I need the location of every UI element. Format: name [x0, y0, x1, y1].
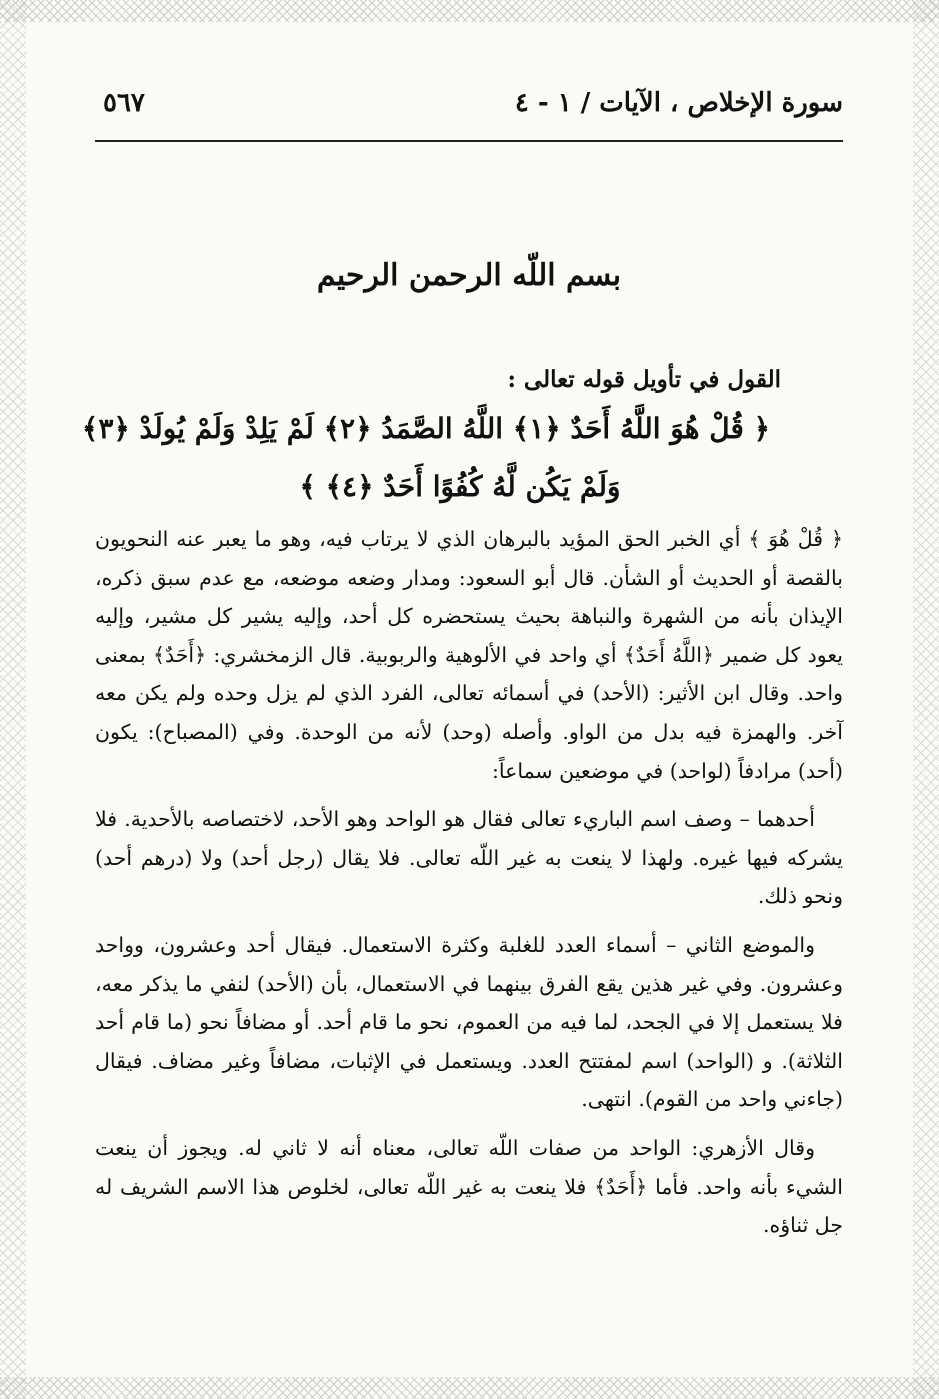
quran-verse-line: وَلَمْ يَكُن لَّهُ كُفُوًا أَحَدٌ ﴿٤﴾ ﴾: [299, 470, 621, 503]
decorative-border-top: [0, 0, 939, 22]
running-title: سورة الإخلاص ، الآيات / ١ - ٤: [514, 88, 843, 118]
page-header: [95, 88, 843, 132]
commentary-paragraph: أحدهما – وصف اسم الباريء تعالى فقال هو الواحد وهو الأحد، لاختصاصه بالأحدية. فلا يشركه فيها غيره. ولهذا لا ينعت به غير اللّه تعالى. فلا يقال (رجل أحد) ولا (درهم أحد) ونحو ذلك.: [95, 807, 843, 909]
header-divider: [95, 140, 843, 142]
commentary-body: [95, 520, 843, 1255]
section-intro: القول في تأويل قوله تعالى :: [507, 366, 781, 393]
page-number: ٥٦٧: [103, 88, 145, 118]
basmala-heading: بسم اللّه الرحمن الرحيم: [316, 258, 622, 293]
decorative-border-bottom: [0, 1377, 939, 1399]
commentary-paragraph: ﴿ قُلْ هُوَ ﴾ أي الخبر الحق المؤيد بالبرهان الذي لا يرتاب فيه، وهو ما يعبر عنه النحويون بالقصة أو الحديث أو الشأن. قال أبو السعود: ومدار وضعه موضعه، مع عدم سبق ذكره، الإيذان بأنه من الشهرة والنباهة بحيث يستحضره كل أحد، وإليه يشير كل مشير، وإليه يعود كل ضمير ﴿اللَّهُ أَحَدٌ﴾ أي واحد في الألوهية والربوبية. قال الزمخشري: ﴿أَحَدٌ﴾ بمعنى واحد. وقال ابن الأثير: (الأحد) في أسمائه تعالى، الفرد الذي لم يزل وحده ولم يكن معه آخر. والهمزة فيه بدل من الواو. وأصله (وحد) لأنه من الوحدة. وفي (المصباح): يكون (أحد) مرادفاً (لواحد) في موضعين سماعاً:: [95, 527, 843, 783]
quran-verse-line: ﴿ قُلْ هُوَ اللَّهُ أَحَدٌ ﴿١﴾ اللَّهُ الصَّمَدُ ﴿٢﴾ لَمْ يَلِدْ وَلَمْ يُولَدْ ﴿٣﴾: [81, 412, 770, 445]
commentary-paragraph: وقال الأزهري: الواحد من صفات اللّه تعالى، معناه أنه لا ثاني له. ويجوز أن ينعت الشيء بأنه واحد. فأما ﴿أَحَدٌ﴾ فلا ينعت به غير اللّه تعالى، لخلوص هذا الاسم الشريف له جل ثناؤه.: [95, 1135, 843, 1238]
decorative-border-left: [0, 0, 26, 1399]
decorative-border-right: [913, 0, 939, 1399]
commentary-paragraph: والموضع الثاني – أسماء العدد للغلبة وكثرة الاستعمال. فيقال أحد وعشرون، وواحد وعشرون. وفي غير هذين يقع الفرق بينهما في الاستعمال، بأن (الأحد) لنفي ما يذكر معه، فلا يستعمل إلا في الجحد، لما فيه من العموم، نحو ما قام أحد. أو مضافاً نحو (ما قام أحد الثلاثة). و (الواحد) اسم لمفتتح العدد. ويستعمل في الإثبات، مضافاً وغير مضاف. فيقال (جاءني واحد من القوم). انتهى.: [95, 932, 843, 1112]
